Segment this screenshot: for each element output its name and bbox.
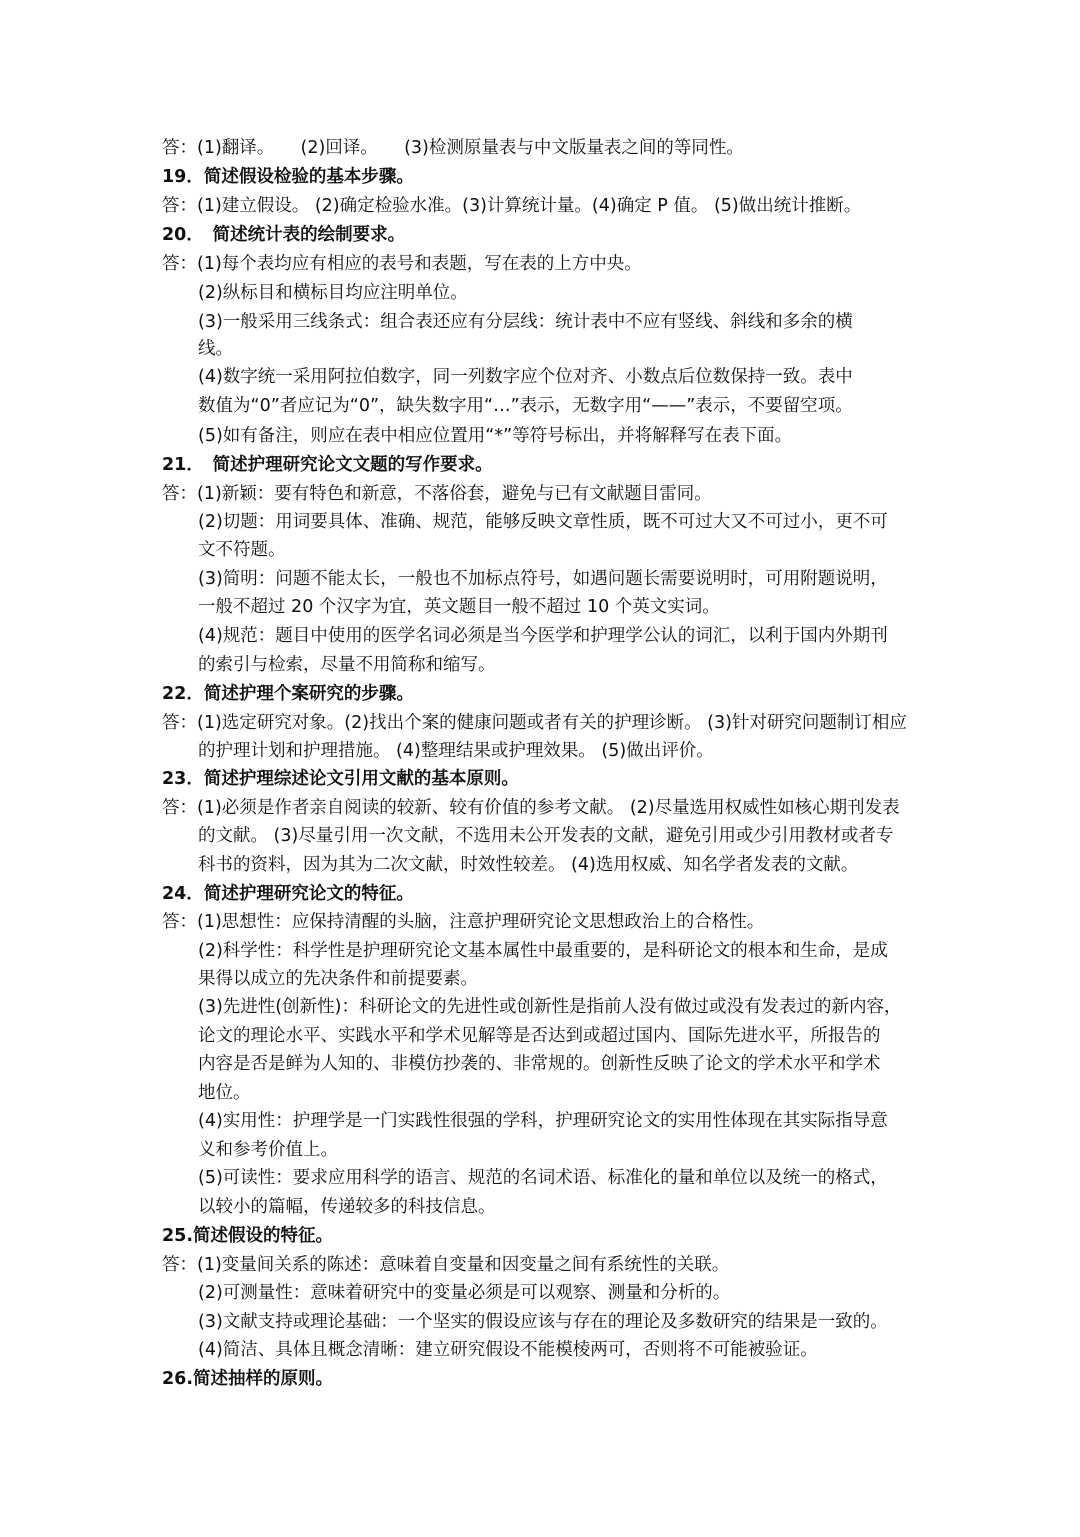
answer-line: 一般不超过 20 个汉字为宜，英文题目一般不超过 10 个英文实词。 (198, 597, 720, 617)
answer-line: 答：(1)思想性：应保持清醒的头脑，注意护理研究论文思想政治上的合格性。 (162, 912, 765, 932)
answer-line: 线。 (198, 339, 233, 359)
answer-line: 答：(1)新颖：要有特色和新意，不落俗套，避免与已有文献题目雷同。 (162, 484, 712, 504)
answer-line: 数值为“0”者应记为“0”，缺失数字用“…”表示，无数字用“——”表示，不要留空项。 (198, 396, 853, 416)
answer-line: (2)可测量性：意味着研究中的变量必须是可以观察、测量和分析的。 (198, 1283, 731, 1303)
answer-line: (2)科学性：科学性是护理研究论文基本属性中最重要的，是科研论文的根本和生命，是成 (198, 941, 888, 961)
question-heading: 25.简述假设的特征。 (162, 1226, 334, 1246)
answer-line: 科书的资料，因为其为二次文献，时效性较差。 (4)选用权威、知名学者发表的文献。 (198, 855, 859, 875)
answer-line: 的护理计划和护理措施。 (4)整理结果或护理效果。 (5)做出评价。 (198, 741, 714, 761)
answer-line: (3)文献支持或理论基础：一个坚实的假设应该与存在的理论及多数研究的结果是一致的。 (198, 1312, 888, 1332)
answer-line: 义和参考价值上。 (198, 1140, 338, 1160)
answer-line: (4)简洁、具体且概念清晰：建立研究假设不能模棱两可，否则将不可能被验证。 (198, 1340, 818, 1360)
question-heading: 26.简述抽样的原则。 (162, 1369, 334, 1389)
question-heading: 23．简述护理综述论文引用文献的基本原则。 (162, 769, 519, 789)
answer-line: (4)数字统一采用阿拉伯数字，同一列数字应个位对齐、小数点后位数保持一致。表中 (198, 367, 853, 387)
answer-line: 的索引与检索，尽量不用简称和缩写。 (198, 655, 496, 675)
answer-line: 答：(1)变量间关系的陈述：意味着自变量和因变量之间有系统性的关联。 (162, 1255, 730, 1275)
answer-line: (2)切题：用词要具体、准确、规范，能够反映文章性质，既不可过大又不可过小，更不可 (198, 512, 888, 532)
answer-line: (3)简明：问题不能太长，一般也不加标点符号，如遇问题长需要说明时，可用附题说明， (198, 569, 888, 589)
answer-line: 地位。 (198, 1083, 251, 1103)
answer-line: 答：(1)建立假设。 (2)确定检验水准。(3)计算统计量。(4)确定 P 值。 (5)做出统计推断。 (162, 196, 862, 216)
answer-line: (4)规范：题目中使用的医学名词必须是当今医学和护理学公认的词汇，以利于国内外期刊 (198, 626, 888, 646)
answer-line: 答：(1)每个表均应有相应的表号和表题，写在表的上方中央。 (162, 254, 642, 274)
question-heading: 24．简述护理研究论文的特征。 (162, 884, 414, 904)
answer-line: 论文的理论水平、实践水平和学术见解等是否达到或超过国内、国际先进水平，所报告的 (198, 1026, 881, 1046)
answer-line: (2)纵标目和横标目均应注明单位。 (198, 283, 468, 303)
answer-line: 以较小的篇幅，传递较多的科技信息。 (198, 1197, 496, 1217)
answer-line: (5)可读性：要求应用科学的语言、规范的名词术语、标准化的量和单位以及统一的格式， (198, 1168, 888, 1188)
answer-line: 答：(1)必须是作者亲自阅读的较新、较有价值的参考文献。 (2)尽量选用权威性如核心期刊发表 (162, 798, 900, 818)
answer-line: (4)实用性：护理学是一门实践性很强的学科，护理研究论文的实用性体现在其实际指导意 (198, 1111, 888, 1131)
answer-line: 答：(1)选定研究对象。(2)找出个案的健康问题或者有关的护理诊断。 (3)针对研究问题制订相应 (162, 713, 907, 733)
answer-line: 果得以成立的先决条件和前提要素。 (198, 969, 478, 989)
answer-line: (5)如有备注，则应在表中相应位置用“*”等符号标出，并将解释写在表下面。 (198, 426, 793, 446)
question-heading: 22．简述护理个案研究的步骤。 (162, 684, 414, 704)
answer-line: (3)先进性(创新性)：科研论文的先进性或创新性是指前人没有做过或没有发表过的新内容， (198, 997, 902, 1017)
question-heading: 20． 简述统计表的绘制要求。 (162, 225, 406, 245)
answer-line: 答：(1)翻译。 (2)回译。 (3)检测原量表与中文版量表之间的等同性。 (162, 138, 744, 158)
question-heading: 21． 简述护理研究论文文题的写作要求。 (162, 455, 493, 475)
answer-line: 的文献。 (3)尽量引用一次文献，不选用未公开发表的文献，避免引用或少引用教材或者专 (198, 826, 894, 846)
answer-line: 文不符题。 (198, 540, 286, 560)
answer-line: 内容是否是鲜为人知的、非模仿抄袭的、非常规的。创新性反映了论文的学术水平和学术 (198, 1054, 881, 1074)
question-heading: 19．简述假设检验的基本步骤。 (162, 167, 414, 187)
answer-line: (3)一般采用三线条式：组合表还应有分层线：统计表中不应有竖线、斜线和多余的横 (198, 312, 853, 332)
